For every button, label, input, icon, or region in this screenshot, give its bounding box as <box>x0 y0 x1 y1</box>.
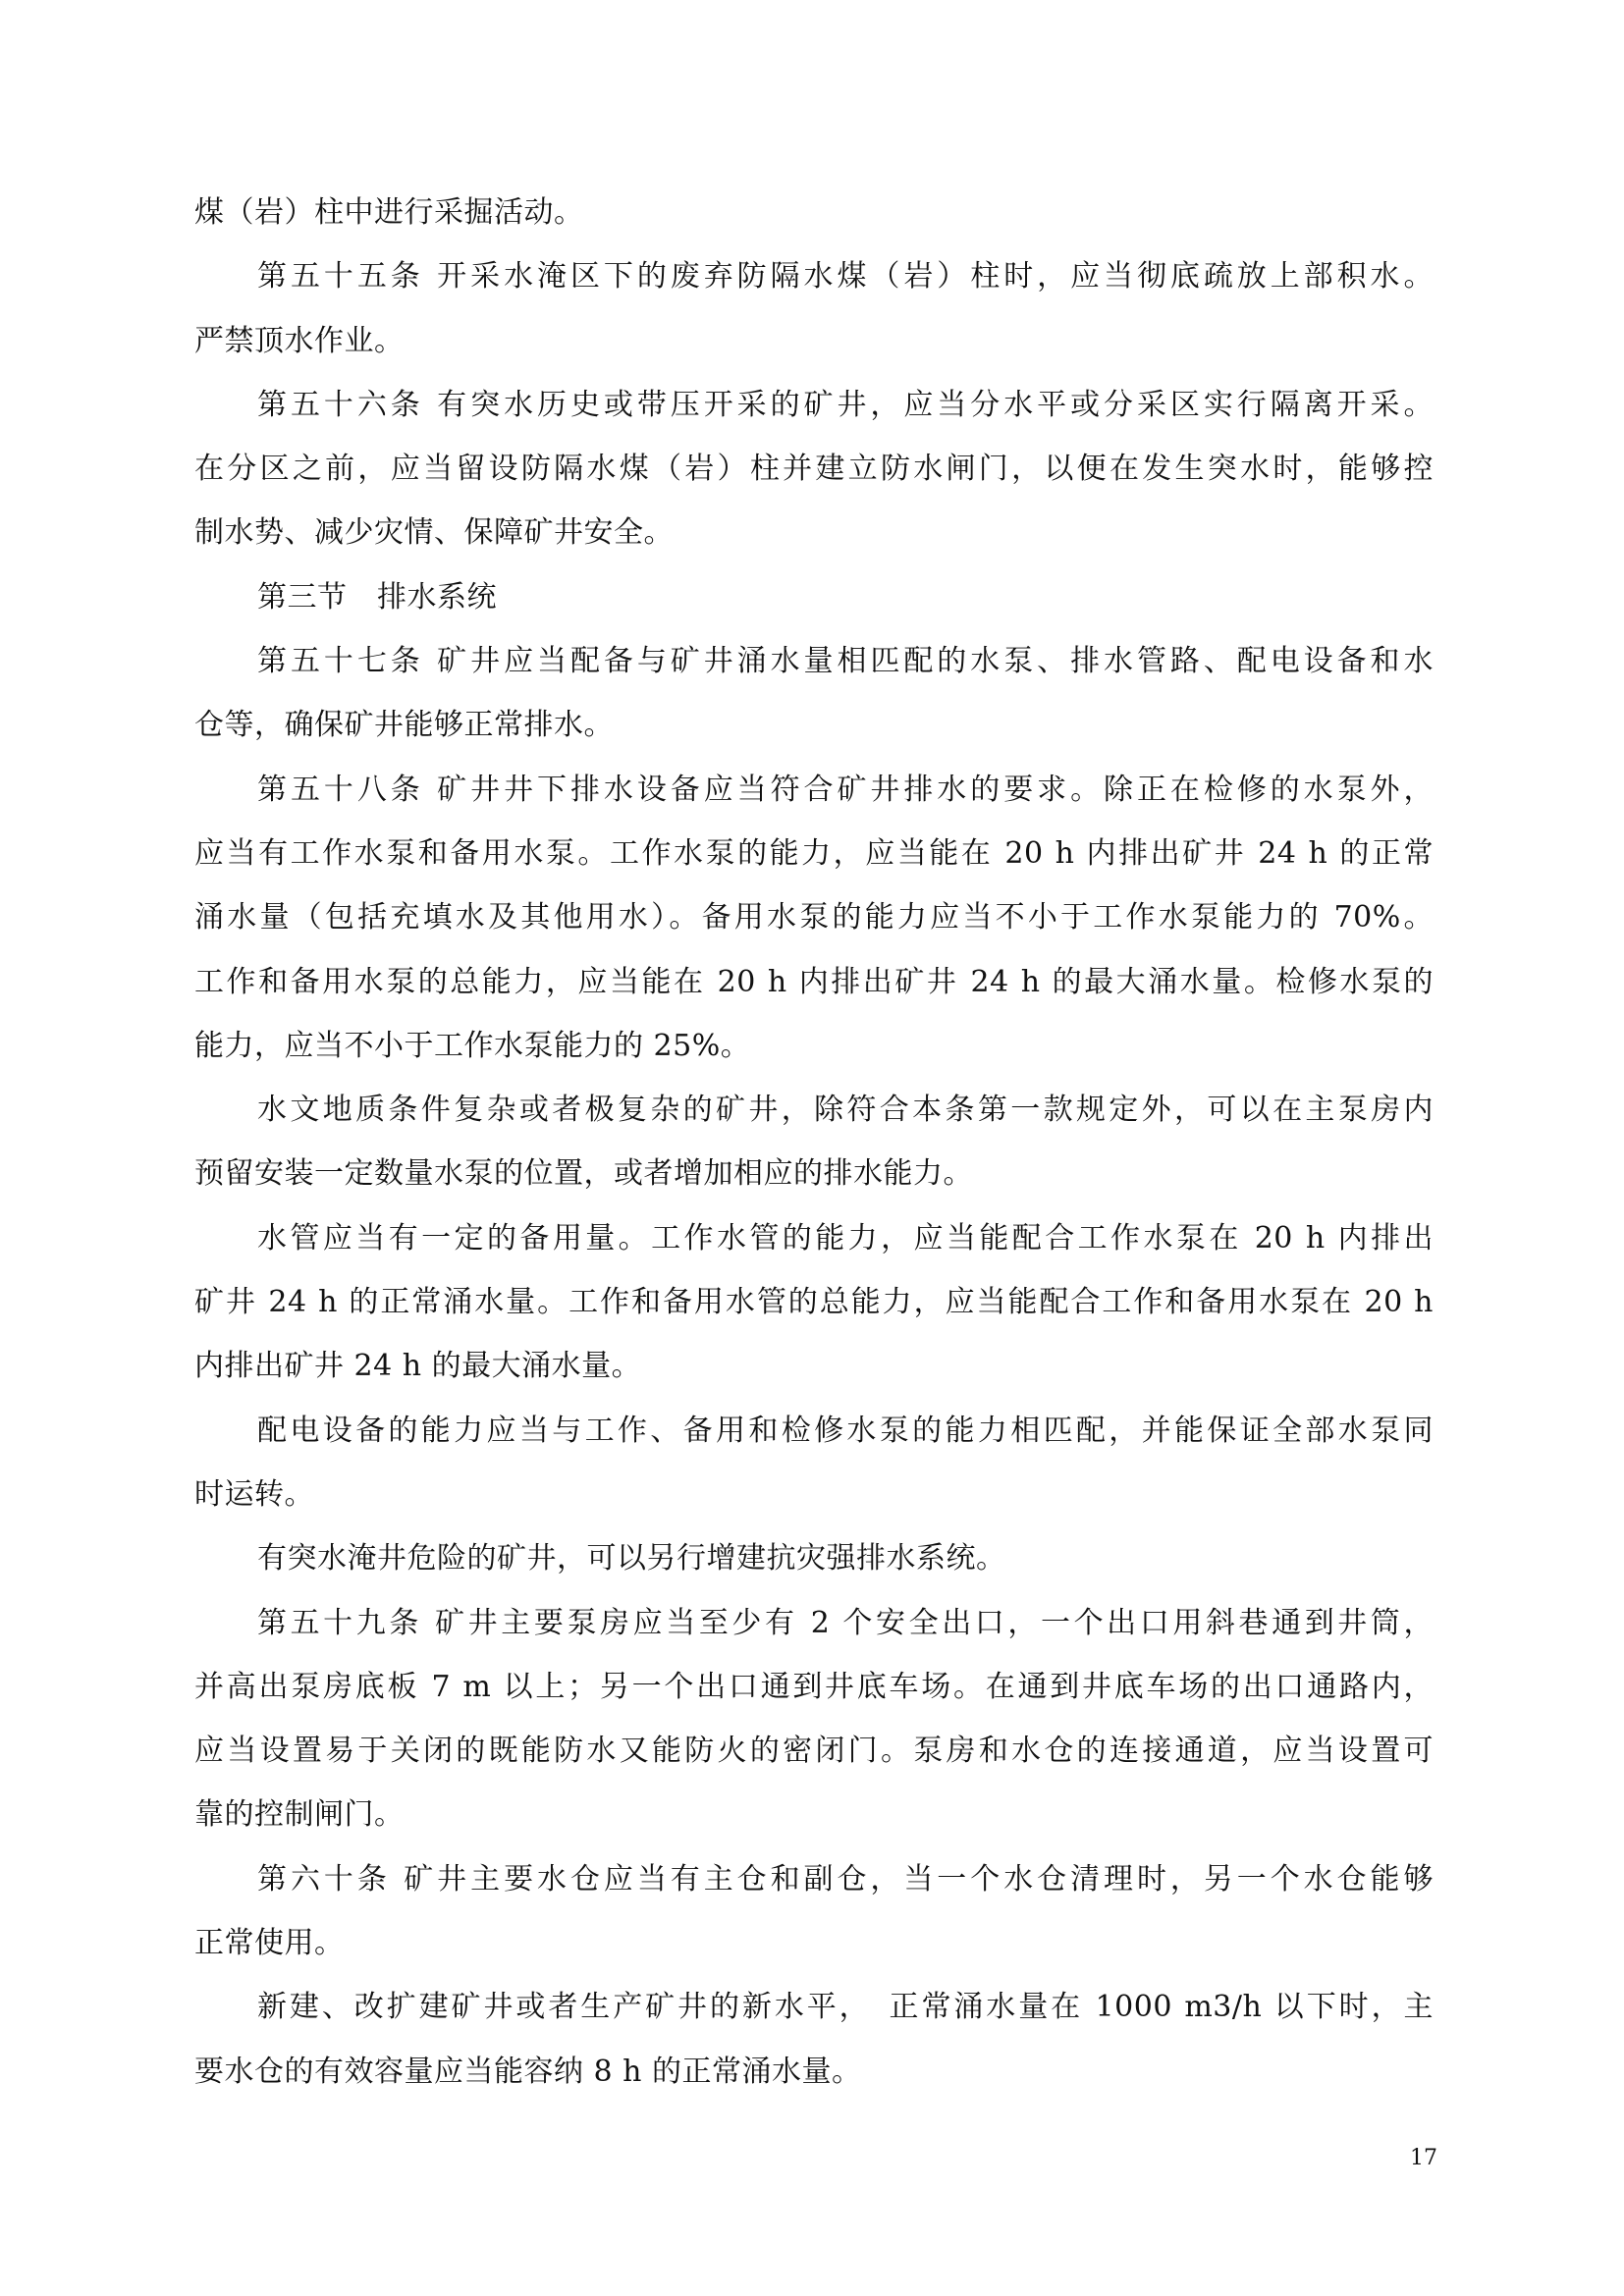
text-line: 正常使用。 <box>194 1926 345 1961</box>
text-line: 第五十九条 矿井主要泵房应当至少有 2 个安全出口，一个出口用斜巷通到井筒， <box>257 1605 1434 1640</box>
text-line: 靠的控制闸门。 <box>194 1797 405 1833</box>
text-line: 严禁顶水作业。 <box>194 323 405 358</box>
page-number: 17 <box>1410 2146 1437 2170</box>
text-line: 内排出矿井 24 h 的最大涌水量。 <box>194 1349 642 1384</box>
text-line: 工作和备用水泵的总能力，应当能在 20 h 内排出矿井 24 h 的最大涌水量。检修水泵的 <box>194 964 1434 999</box>
body-text <box>194 181 1434 2104</box>
text-line: 配电设备的能力应当与工作、备用和检修水泵的能力相匹配，并能保证全部水泵同 <box>257 1413 1434 1448</box>
text-line: 仓等，确保矿井能够正常排水。 <box>194 708 614 743</box>
text-line: 水文地质条件复杂或者极复杂的矿井，除符合本条第一款规定外，可以在主泵房内 <box>257 1093 1434 1128</box>
text-line: 有突水淹井危险的矿井，可以另行增建抗灾强排水系统。 <box>257 1541 1006 1576</box>
text-line: 应当有工作水泵和备用水泵。工作水泵的能力，应当能在 20 h 内排出矿井 24 h 的正常 <box>194 835 1434 871</box>
text-line: 应当设置易于关闭的既能防水又能防火的密闭门。泵房和水仓的连接通道，应当设置可 <box>194 1734 1434 1769</box>
text-line: 能力，应当不小于工作水泵能力的 25%。 <box>194 1028 751 1063</box>
text-line: 并高出泵房底板 7 m 以上；另一个出口通到井底车场。在通到井底车场的出口通路内， <box>194 1669 1434 1704</box>
text-line: 要水仓的有效容量应当能容纳 8 h 的正常涌水量。 <box>194 2054 862 2089</box>
text-line: 涌水量（包括充填水及其他用水）。备用水泵的能力应当不小于工作水泵能力的 70%。 <box>194 900 1434 935</box>
text-line: 第五十七条 矿井应当配备与矿井涌水量相匹配的水泵、排水管路、配电设备和水 <box>257 644 1434 679</box>
text-line: 第五十八条 矿井井下排水设备应当符合矿井排水的要求。除正在检修的水泵外， <box>257 772 1434 807</box>
text-line: 第五十六条 有突水历史或带压开采的矿井，应当分水平或分采区实行隔离开采。 <box>257 387 1434 422</box>
text-line: 在分区之前，应当留设防隔水煤（岩）柱并建立防水闸门，以便在发生突水时，能够控 <box>194 452 1434 487</box>
text-line: 新建、改扩建矿井或者生产矿井的新水平， 正常涌水量在 1000 m3/h 以下时，主 <box>257 1990 1434 2025</box>
text-line: 时运转。 <box>194 1476 314 1512</box>
text-line: 水管应当有一定的备用量。工作水管的能力，应当能配合工作水泵在 20 h 内排出 <box>257 1220 1434 1255</box>
text-line: 制水势、减少灾情、保障矿井安全。 <box>194 515 674 551</box>
section-heading: 第三节 排水系统 <box>257 579 497 614</box>
text-line: 煤（岩）柱中进行采掘活动。 <box>194 195 584 230</box>
text-line: 第六十条 矿井主要水仓应当有主仓和副仓，当一个水仓清理时，另一个水仓能够 <box>257 1861 1434 1896</box>
text-line: 矿井 24 h 的正常涌水量。工作和备用水管的总能力，应当能配合工作和备用水泵在 20 h <box>194 1285 1434 1320</box>
text-line: 预留安装一定数量水泵的位置，或者增加相应的排水能力。 <box>194 1156 973 1192</box>
text-line: 第五十五条 开采水淹区下的废弃防隔水煤（岩）柱时，应当彻底疏放上部积水。 <box>257 259 1434 294</box>
